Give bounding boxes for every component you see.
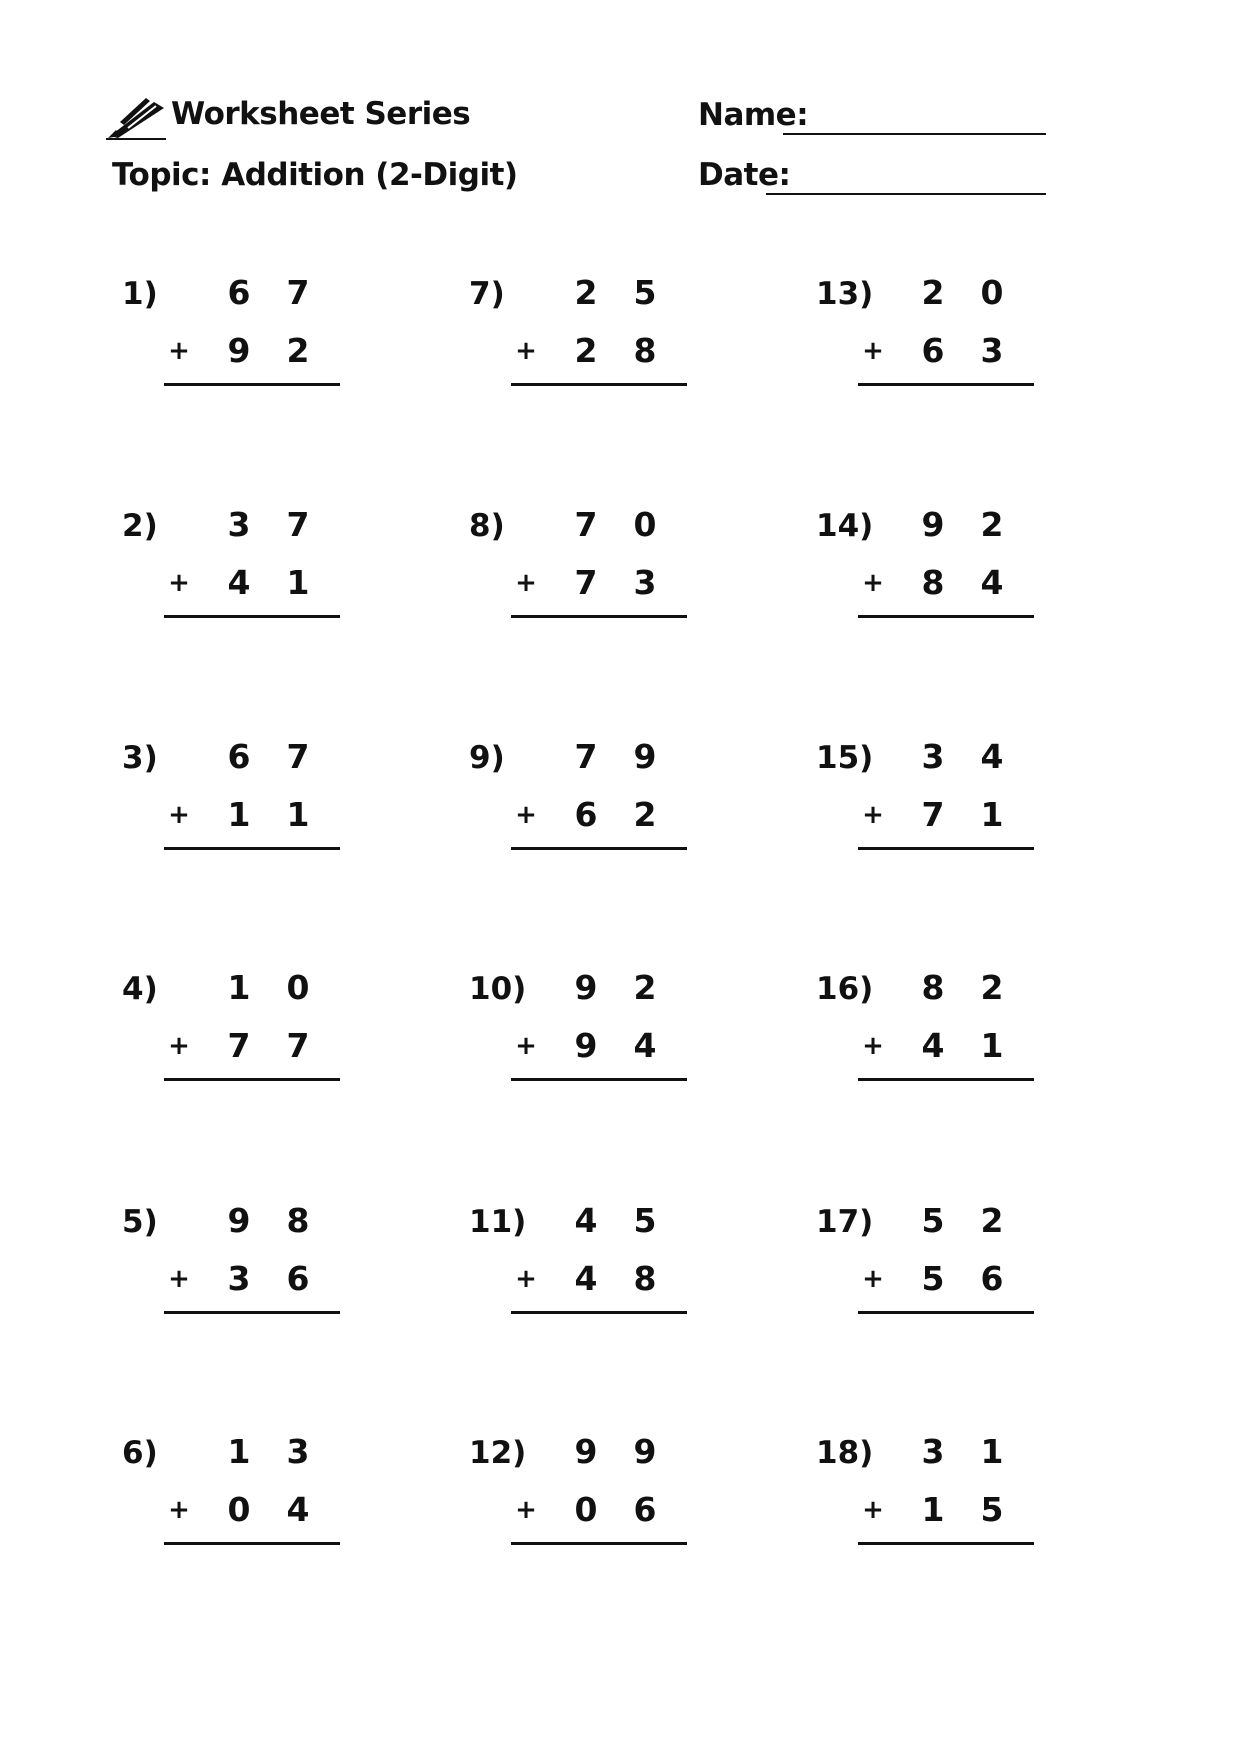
problem-14: [816, 505, 1116, 648]
bottom-tens-digit: 9: [227, 331, 251, 370]
answer-line[interactable]: [511, 1078, 687, 1081]
top-ones-digit: 0: [286, 968, 310, 1007]
answer-line[interactable]: [164, 1311, 340, 1314]
bottom-ones-digit: 4: [286, 1490, 310, 1529]
bottom-ones-digit: 8: [633, 1259, 657, 1298]
answer-line[interactable]: [164, 383, 340, 386]
top-tens-digit: 8: [921, 968, 945, 1007]
answer-line[interactable]: [858, 615, 1034, 618]
top-tens-digit: 2: [921, 273, 945, 312]
plus-sign: +: [168, 336, 190, 366]
top-ones-digit: 4: [980, 737, 1004, 776]
top-ones-digit: 2: [980, 968, 1004, 1007]
bottom-tens-digit: 0: [227, 1490, 251, 1529]
bottom-ones-digit: 6: [286, 1259, 310, 1298]
problem-13: [816, 273, 1116, 416]
answer-line[interactable]: [511, 1311, 687, 1314]
top-ones-digit: 5: [633, 273, 657, 312]
bottom-ones-digit: 6: [980, 1259, 1004, 1298]
top-ones-digit: 1: [980, 1432, 1004, 1471]
plus-sign: +: [515, 336, 537, 366]
bottom-ones-digit: 1: [286, 795, 310, 834]
answer-line[interactable]: [511, 847, 687, 850]
top-tens-digit: 5: [921, 1201, 945, 1240]
problem-11: [469, 1201, 769, 1344]
top-ones-digit: 7: [286, 737, 310, 776]
answer-line[interactable]: [858, 1311, 1034, 1314]
date-field[interactable]: [766, 193, 1046, 195]
problem-number: 4): [122, 971, 158, 1007]
problem-number: 5): [122, 1204, 158, 1240]
bottom-tens-digit: 3: [227, 1259, 251, 1298]
top-tens-digit: 9: [227, 1201, 251, 1240]
answer-line[interactable]: [511, 615, 687, 618]
problem-9: [469, 737, 769, 880]
problem-17: [816, 1201, 1116, 1344]
answer-line[interactable]: [164, 1542, 340, 1545]
name-field[interactable]: [783, 133, 1046, 135]
problem-number: 7): [469, 276, 505, 312]
top-tens-digit: 6: [227, 273, 251, 312]
problem-12: [469, 1432, 769, 1575]
problem-18: [816, 1432, 1116, 1575]
top-tens-digit: 6: [227, 737, 251, 776]
answer-line[interactable]: [858, 1078, 1034, 1081]
top-ones-digit: 0: [633, 505, 657, 544]
top-tens-digit: 9: [574, 1432, 598, 1471]
problem-number: 3): [122, 740, 158, 776]
top-tens-digit: 3: [921, 737, 945, 776]
bottom-tens-digit: 6: [574, 795, 598, 834]
bottom-tens-digit: 0: [574, 1490, 598, 1529]
plus-sign: +: [515, 568, 537, 598]
bottom-tens-digit: 8: [921, 563, 945, 602]
answer-line[interactable]: [858, 1542, 1034, 1545]
problem-number: 6): [122, 1435, 158, 1471]
plus-sign: +: [862, 1031, 884, 1061]
problem-number: 14): [816, 508, 874, 544]
top-tens-digit: 3: [227, 505, 251, 544]
bottom-tens-digit: 1: [227, 795, 251, 834]
bottom-ones-digit: 2: [633, 795, 657, 834]
answer-line[interactable]: [858, 383, 1034, 386]
answer-line[interactable]: [858, 847, 1034, 850]
bottom-ones-digit: 1: [980, 1026, 1004, 1065]
problem-4: [122, 968, 422, 1111]
problem-number: 15): [816, 740, 874, 776]
problem-5: [122, 1201, 422, 1344]
answer-line[interactable]: [164, 847, 340, 850]
problem-10: [469, 968, 769, 1111]
problem-8: [469, 505, 769, 648]
bottom-ones-digit: 4: [980, 563, 1004, 602]
problem-7: [469, 273, 769, 416]
top-ones-digit: 2: [980, 505, 1004, 544]
bottom-tens-digit: 4: [227, 563, 251, 602]
problem-number: 17): [816, 1204, 874, 1240]
problem-number: 16): [816, 971, 874, 1007]
problem-number: 1): [122, 276, 158, 312]
top-ones-digit: 0: [980, 273, 1004, 312]
top-ones-digit: 7: [286, 273, 310, 312]
top-ones-digit: 3: [286, 1432, 310, 1471]
bottom-ones-digit: 4: [633, 1026, 657, 1065]
plus-sign: +: [168, 800, 190, 830]
bottom-ones-digit: 8: [633, 331, 657, 370]
bottom-tens-digit: 7: [227, 1026, 251, 1065]
bottom-tens-digit: 7: [574, 563, 598, 602]
bottom-tens-digit: 1: [921, 1490, 945, 1529]
top-ones-digit: 5: [633, 1201, 657, 1240]
plus-sign: +: [515, 1031, 537, 1061]
problem-6: [122, 1432, 422, 1575]
problem-number: 9): [469, 740, 505, 776]
plus-sign: +: [862, 336, 884, 366]
bottom-tens-digit: 7: [921, 795, 945, 834]
plus-sign: +: [515, 1495, 537, 1525]
plus-sign: +: [168, 1495, 190, 1525]
bottom-ones-digit: 3: [633, 563, 657, 602]
bottom-tens-digit: 5: [921, 1259, 945, 1298]
problem-number: 2): [122, 508, 158, 544]
name-label: Name:: [698, 97, 809, 133]
problem-number: 11): [469, 1204, 527, 1240]
plus-sign: +: [168, 1264, 190, 1294]
bottom-ones-digit: 2: [286, 331, 310, 370]
plus-sign: +: [515, 800, 537, 830]
pencil-logo-icon: [106, 92, 168, 140]
problem-number: 18): [816, 1435, 874, 1471]
problem-3: [122, 737, 422, 880]
top-ones-digit: 9: [633, 737, 657, 776]
top-tens-digit: 9: [921, 505, 945, 544]
top-tens-digit: 7: [574, 737, 598, 776]
top-tens-digit: 4: [574, 1201, 598, 1240]
plus-sign: +: [862, 800, 884, 830]
top-ones-digit: 2: [633, 968, 657, 1007]
bottom-tens-digit: 9: [574, 1026, 598, 1065]
bottom-tens-digit: 4: [574, 1259, 598, 1298]
plus-sign: +: [862, 1264, 884, 1294]
bottom-ones-digit: 7: [286, 1026, 310, 1065]
answer-line[interactable]: [511, 383, 687, 386]
bottom-ones-digit: 1: [980, 795, 1004, 834]
top-tens-digit: 9: [574, 968, 598, 1007]
top-tens-digit: 1: [227, 968, 251, 1007]
bottom-tens-digit: 2: [574, 331, 598, 370]
problem-number: 10): [469, 971, 527, 1007]
date-label: Date:: [698, 157, 791, 193]
topic-heading: Topic: Addition (2-Digit): [112, 157, 518, 193]
top-ones-digit: 8: [286, 1201, 310, 1240]
answer-line[interactable]: [511, 1542, 687, 1545]
top-ones-digit: 7: [286, 505, 310, 544]
problem-16: [816, 968, 1116, 1111]
top-tens-digit: 2: [574, 273, 598, 312]
answer-line[interactable]: [164, 615, 340, 618]
top-ones-digit: 9: [633, 1432, 657, 1471]
problem-2: [122, 505, 422, 648]
answer-line[interactable]: [164, 1078, 340, 1081]
top-tens-digit: 3: [921, 1432, 945, 1471]
problem-15: [816, 737, 1116, 880]
problem-1: [122, 273, 422, 416]
top-tens-digit: 1: [227, 1432, 251, 1471]
plus-sign: +: [862, 1495, 884, 1525]
problem-number: 8): [469, 508, 505, 544]
plus-sign: +: [168, 568, 190, 598]
plus-sign: +: [862, 568, 884, 598]
plus-sign: +: [515, 1264, 537, 1294]
bottom-ones-digit: 1: [286, 563, 310, 602]
worksheet-series-title: Worksheet Series: [171, 96, 471, 132]
top-ones-digit: 2: [980, 1201, 1004, 1240]
problem-number: 13): [816, 276, 874, 312]
bottom-tens-digit: 6: [921, 331, 945, 370]
problem-number: 12): [469, 1435, 527, 1471]
bottom-ones-digit: 6: [633, 1490, 657, 1529]
bottom-ones-digit: 5: [980, 1490, 1004, 1529]
bottom-ones-digit: 3: [980, 331, 1004, 370]
plus-sign: +: [168, 1031, 190, 1061]
bottom-tens-digit: 4: [921, 1026, 945, 1065]
top-tens-digit: 7: [574, 505, 598, 544]
